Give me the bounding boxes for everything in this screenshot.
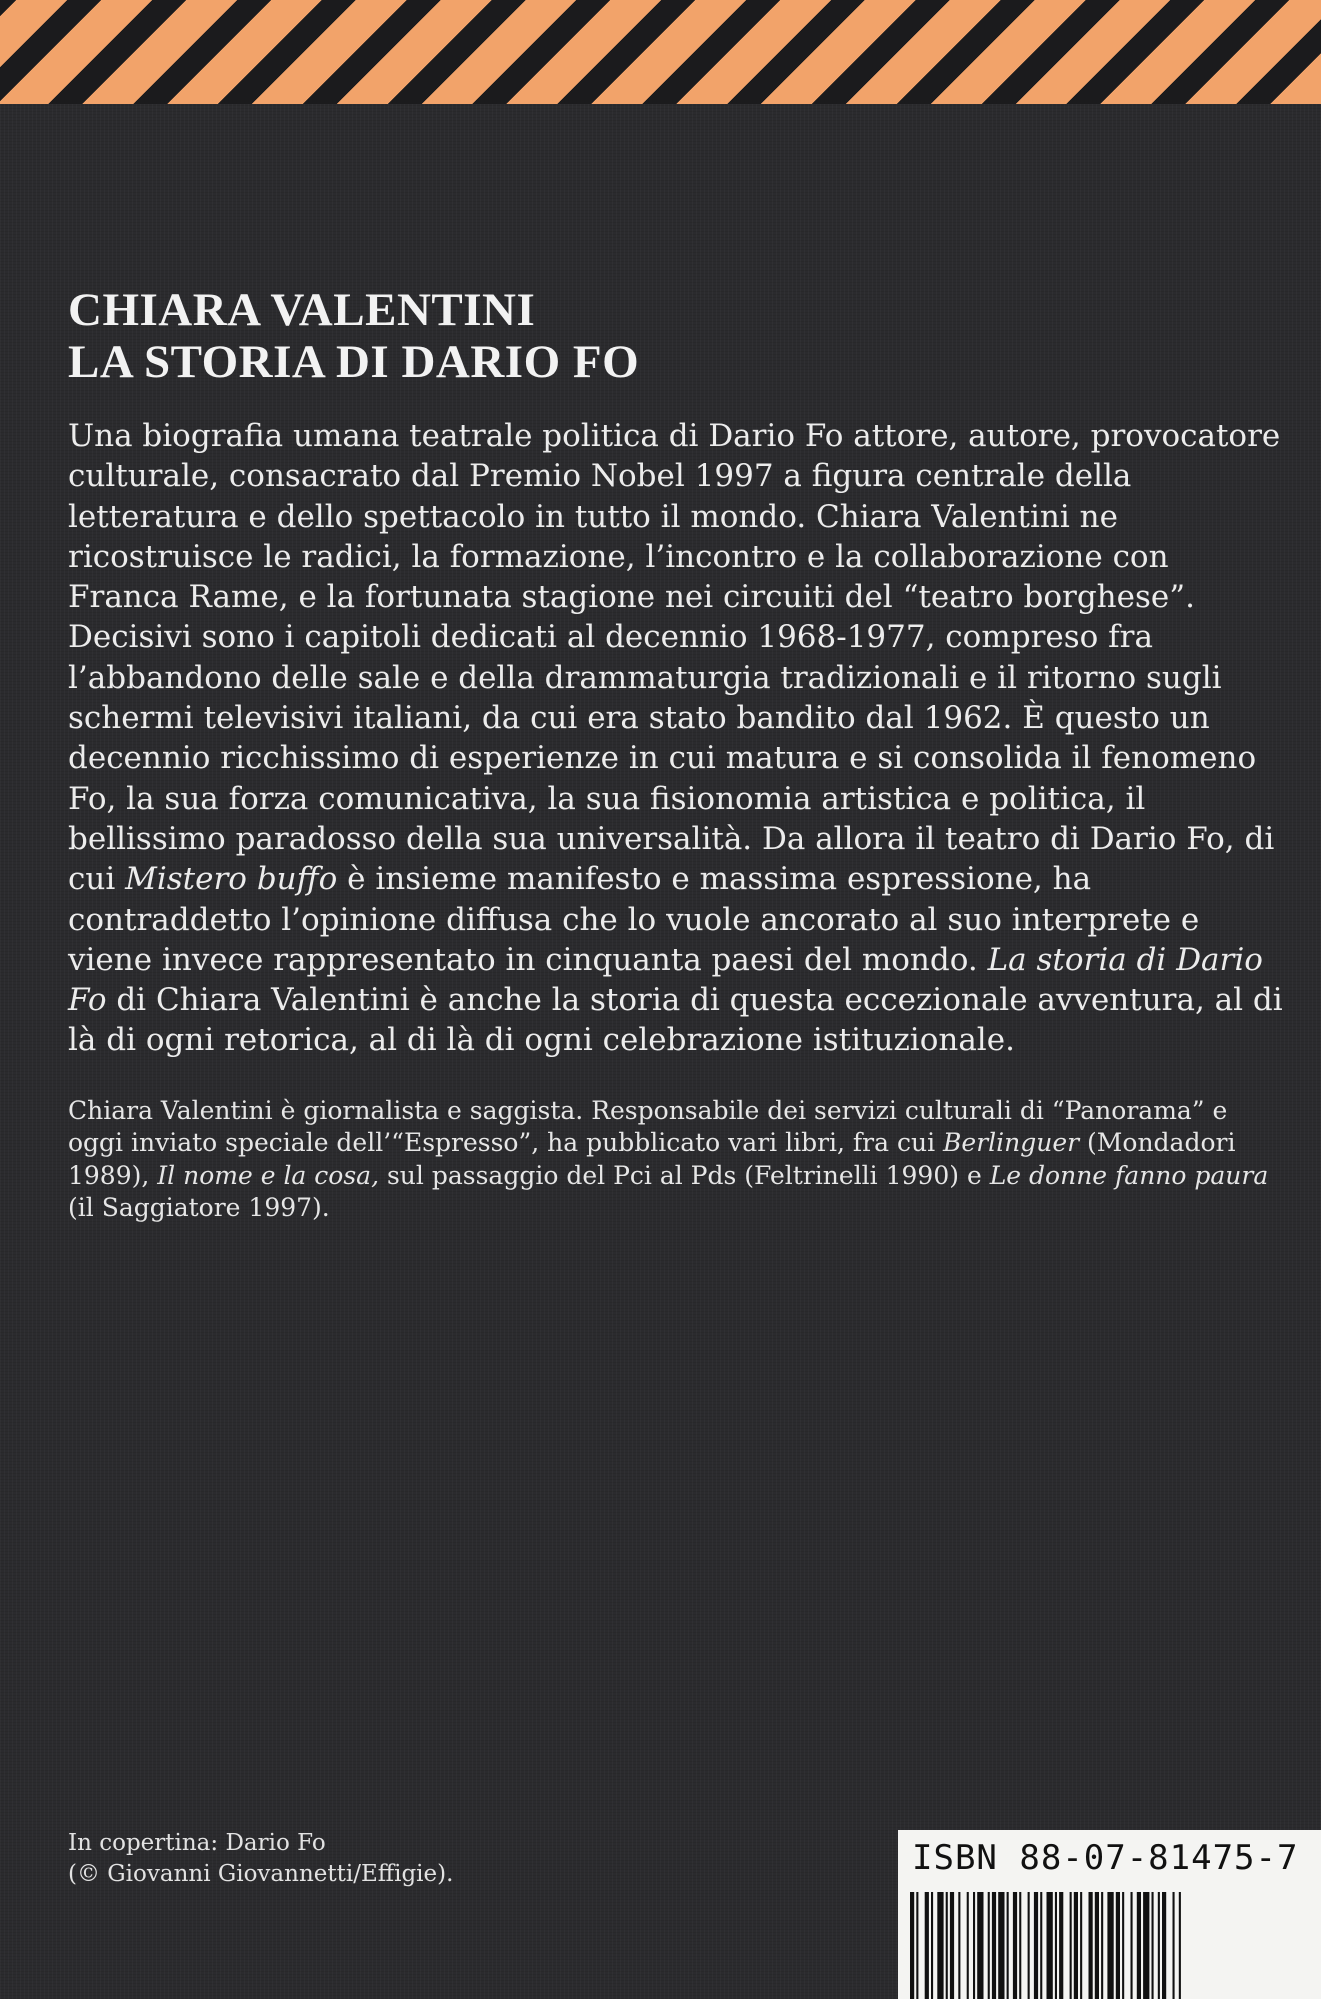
description-paragraph bbox=[68, 416, 1283, 1061]
barcode-bar bbox=[931, 1892, 933, 1999]
barcode-bar bbox=[1047, 1892, 1053, 1999]
barcode-bar bbox=[1162, 1892, 1166, 1999]
barcode-bar bbox=[1055, 1892, 1057, 1999]
barcode-bar bbox=[1089, 1892, 1093, 1999]
barcode-bar bbox=[1095, 1892, 1099, 1999]
barcode-bar bbox=[1074, 1892, 1078, 1999]
description-italic-book-title: La storia di Dario Fo bbox=[68, 941, 1263, 1019]
bio-italic-le-donne-fanno-paura: Le donne fanno paura bbox=[989, 1160, 1269, 1190]
isbn-number: ISBN 88-07-81475-7 bbox=[912, 1838, 1299, 1878]
barcode-bar bbox=[1143, 1892, 1149, 1999]
barcode-bar bbox=[1179, 1892, 1181, 1999]
cover-credit-line-1: In copertina: Dario Fo bbox=[68, 1830, 326, 1856]
barcode-bar bbox=[1122, 1892, 1124, 1999]
bio-text-2: (Mondadori 1989), bbox=[68, 1128, 1236, 1190]
barcode-bar bbox=[1131, 1892, 1133, 1999]
barcode-icon bbox=[910, 1892, 1314, 1999]
barcode-bar bbox=[916, 1892, 918, 1999]
barcode-bar bbox=[1013, 1892, 1017, 1999]
bio-text-4: (il Saggiatore 1997). bbox=[68, 1193, 330, 1223]
barcode-bar bbox=[1059, 1892, 1063, 1999]
barcode-bar bbox=[992, 1892, 996, 1999]
orange-stripe-band bbox=[0, 0, 1321, 104]
description-text-2: è insieme manifesto e massima espressione, ha contraddetto l’opinione diffusa che lo vuole ancorato al suo interprete e viene invece rappresentato in cinquanta paesi del mondo. bbox=[68, 861, 1200, 978]
cover-credit bbox=[68, 1828, 453, 1890]
description-text-1: Una biografia umana teatrale politica di Dario Fo attore, autore, provocatore culturale, consacrato dal Premio Nobel 1997 a figura centrale della letteratura e dello spettacolo in tutto il mondo. Chiara Valentini ne ricostruisce le radici, la formazione, l’incontro e la collaborazione con Franca Rame, e la fortunata stagione nei circuiti del “teatro borghese”. Decisivi sono i capitoli dedicati al decennio 1968-1977, compreso fra l’abbandono delle sale e della drammaturgia tradizionali e il ritorno sugli schermi televisivi italiani, da cui era stato bandito dal 1962. È questo un decennio ricchissimo di esperienze in cui matura e si consolida il fenomeno Fo, la sua forza comunicativa, la sua fisionomia artistica e politica, il bellissimo paradosso della sua universalità. Da allora il teatro di Dario Fo, di cui bbox=[68, 418, 1281, 898]
barcode-bar bbox=[1137, 1892, 1141, 1999]
barcode-bar bbox=[1028, 1892, 1030, 1999]
barcode-bar bbox=[1040, 1892, 1042, 1999]
cover-credit-line-2: (© Giovanni Giovannetti/Effigie). bbox=[68, 1861, 454, 1887]
book-description bbox=[68, 416, 1283, 1061]
barcode-bar bbox=[1107, 1892, 1113, 1999]
barcode-bar bbox=[946, 1892, 948, 1999]
barcode-bar bbox=[937, 1892, 943, 1999]
isbn-barcode-box bbox=[898, 1830, 1321, 1999]
barcode-bar bbox=[1034, 1892, 1038, 1999]
barcode-bar bbox=[988, 1892, 990, 1999]
barcode-bar bbox=[998, 1892, 1004, 1999]
barcode-bar bbox=[925, 1892, 929, 1999]
bio-text-3: sul passaggio del Pci al Pds (Feltrinelli 1990) e bbox=[379, 1160, 990, 1190]
barcode-bar bbox=[950, 1892, 954, 1999]
barcode-bar bbox=[958, 1892, 960, 1999]
author-bio bbox=[68, 1095, 1283, 1225]
barcode-bar bbox=[1158, 1892, 1160, 1999]
description-italic-mistero-buffo: Mistero buffo bbox=[125, 861, 338, 898]
barcode-bar bbox=[973, 1892, 975, 1999]
barcode-bar bbox=[1152, 1892, 1154, 1999]
barcode-bar bbox=[1070, 1892, 1072, 1999]
barcode-bar bbox=[1101, 1892, 1103, 1999]
barcode-bar bbox=[1080, 1892, 1082, 1999]
barcode-bar bbox=[977, 1892, 983, 1999]
barcode-bar bbox=[967, 1892, 969, 1999]
bio-text-1: Chiara Valentini è giornalista e saggista. Responsabile dei servizi culturali di “Panorama” e oggi inviato speciale dell’“Espresso”, ha pubblicato vari libri, fra cui bbox=[68, 1095, 1228, 1158]
back-cover-text bbox=[68, 284, 1283, 1225]
barcode-bar bbox=[910, 1892, 914, 1999]
barcode-bar bbox=[1116, 1892, 1120, 1999]
barcode-bar bbox=[1007, 1892, 1009, 1999]
description-text-3: di Chiara Valentini è anche la storia di questa eccezionale avventura, al di là di ogni retorica, al di là di ogni celebrazione istituzionale. bbox=[68, 982, 1283, 1059]
book-author: CHIARA VALENTINI bbox=[68, 284, 536, 336]
barcode-bar bbox=[1173, 1892, 1175, 1999]
book-title: LA STORIA DI DARIO FO bbox=[68, 336, 640, 388]
bio-italic-il-nome-e-la-cosa: Il nome e la cosa, bbox=[157, 1160, 380, 1190]
bio-italic-berlinguer: Berlinguer bbox=[943, 1128, 1080, 1158]
barcode-bar bbox=[1019, 1892, 1021, 1999]
